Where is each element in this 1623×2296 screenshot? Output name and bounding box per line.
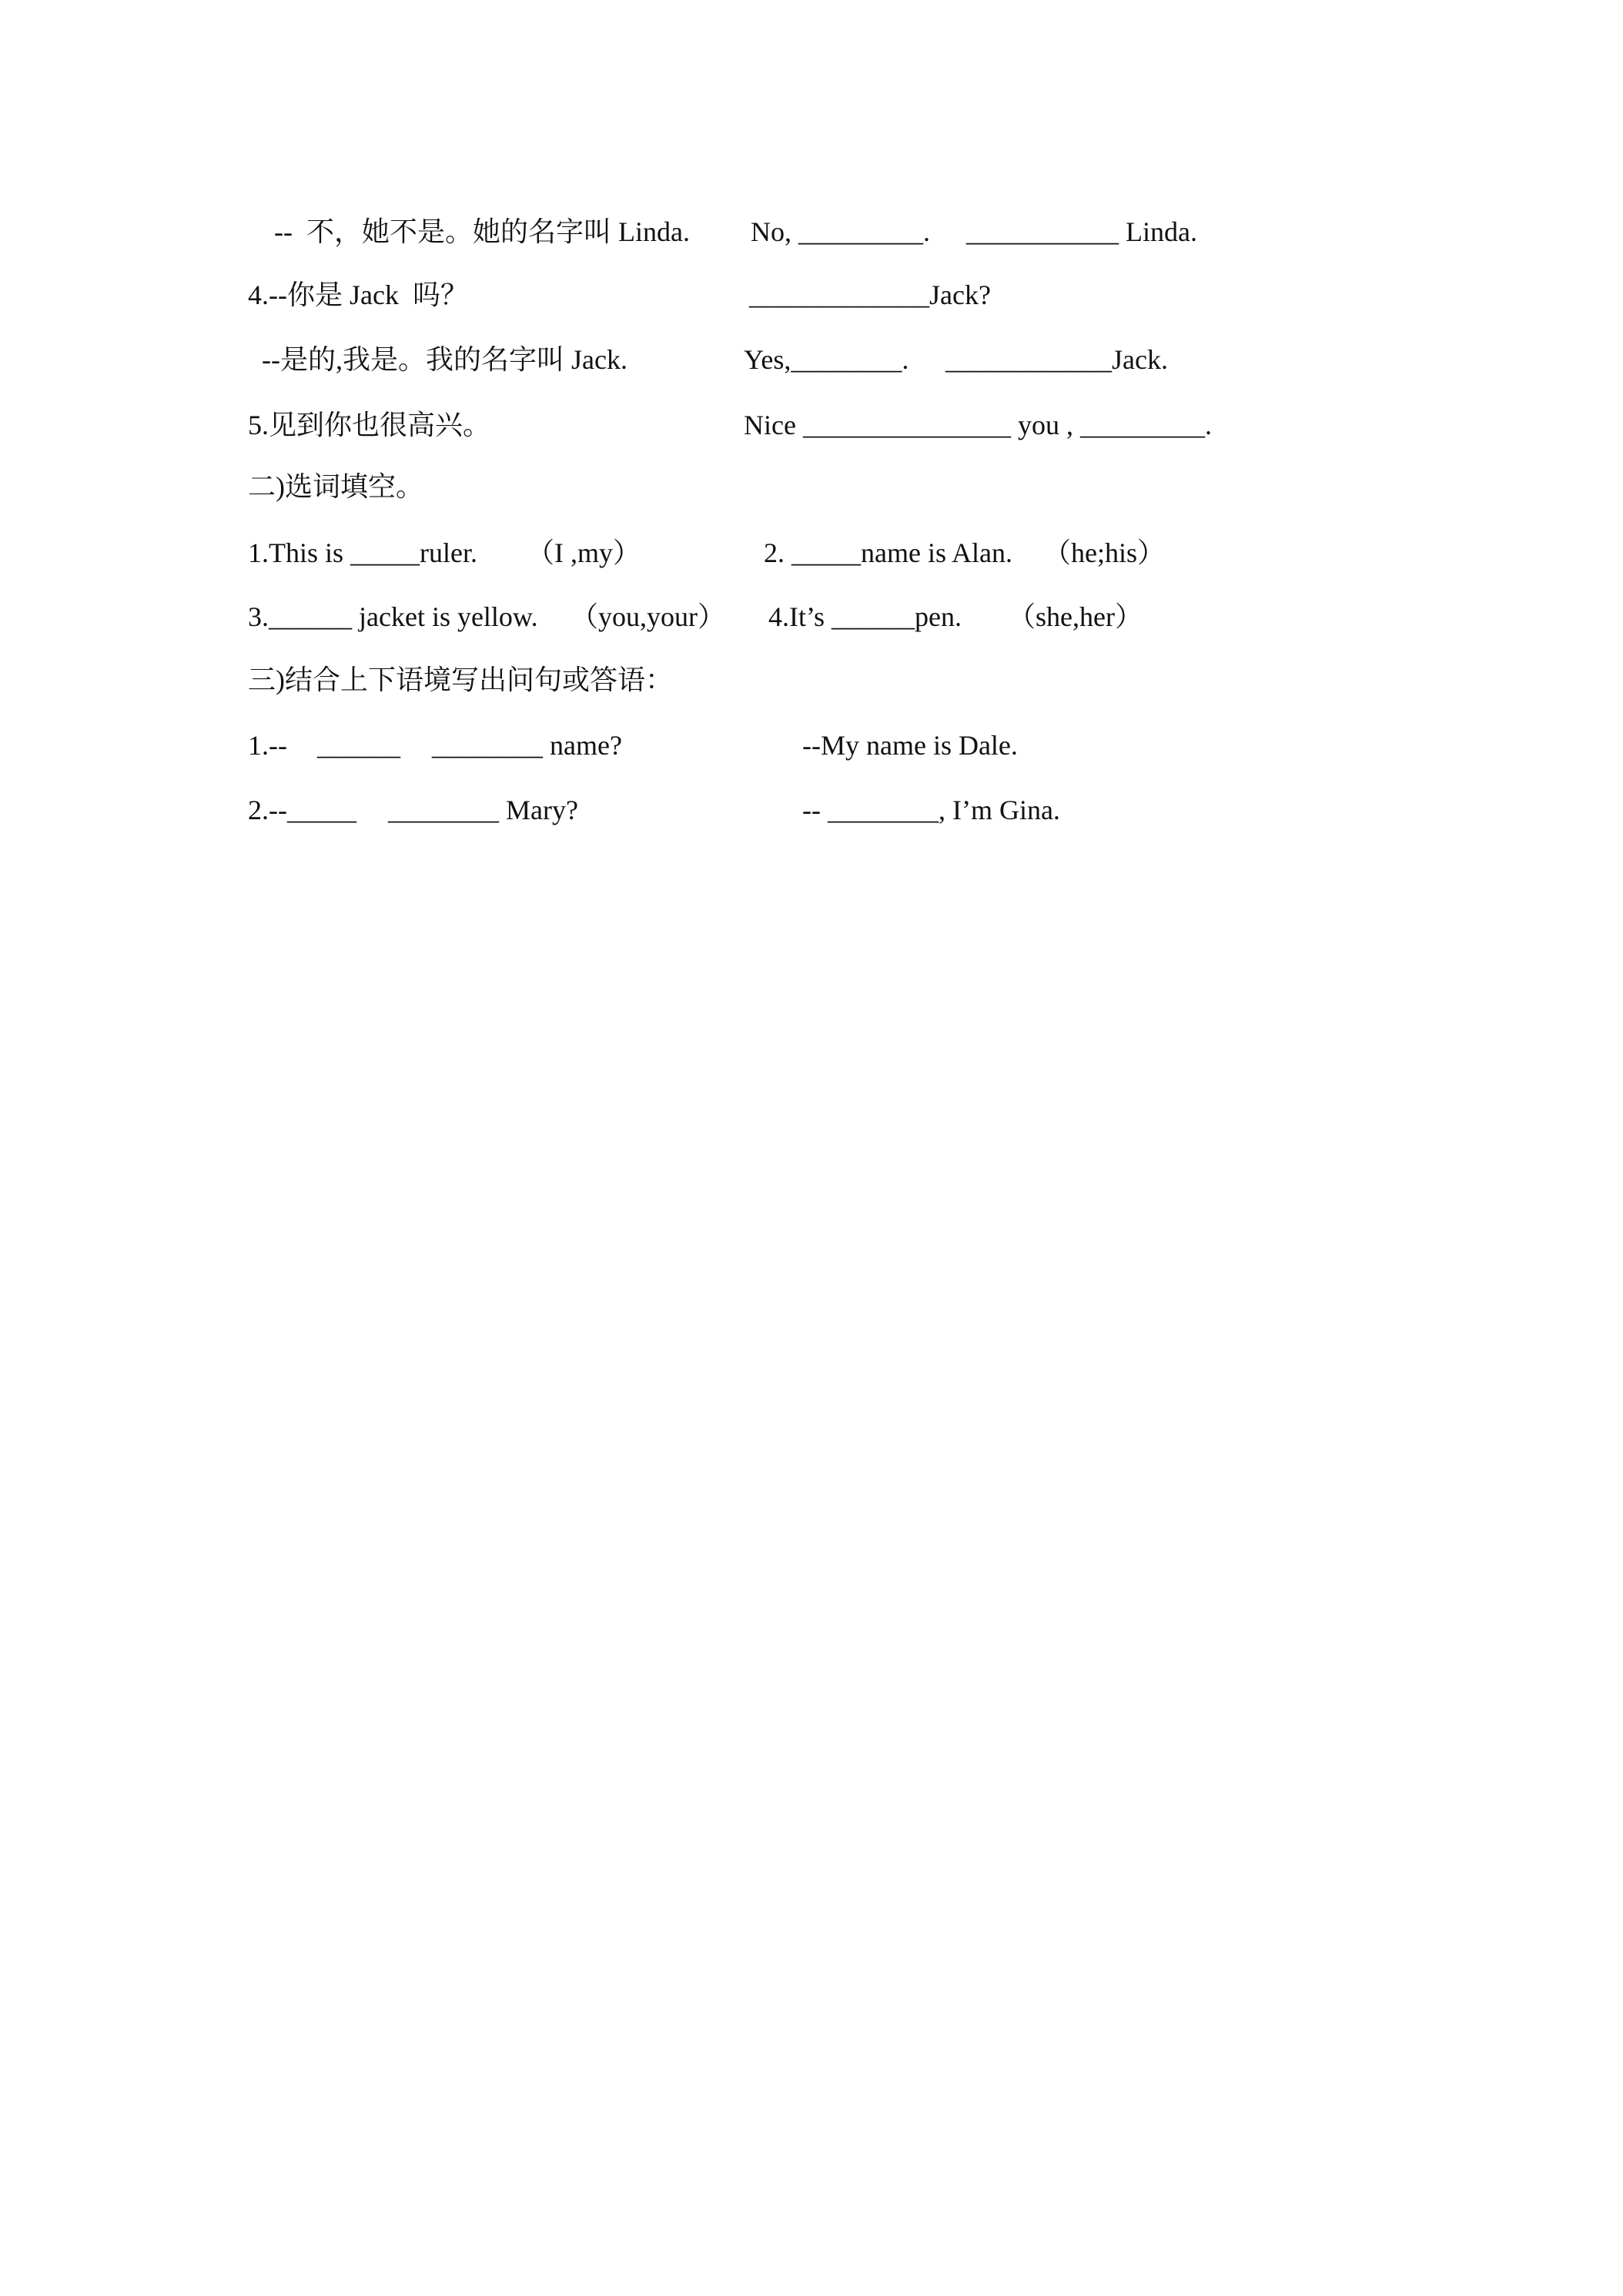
section-heading: 二)选词填空。 [248,471,423,502]
translation-prompt: -- 不，她不是。她的名字叫 Linda. [274,216,690,247]
translation-answer: No, _________. [751,216,930,247]
translation-prompt: 4.--你是 Jack 吗？ [248,279,468,310]
fill-in-sentence: 1.This is _____ruler. [248,537,477,568]
translation-answer: ___________ Linda. [966,216,1197,247]
translation-prompt: 5.见到你也很高兴。 [248,410,491,440]
word-options: （I ,my） [527,537,641,568]
question-part: ________ Mary? [388,795,578,825]
question-part: 2.--_____ [248,795,356,825]
answer-line: -- ________, I’m Gina. [802,795,1060,825]
fill-in-sentence: 3.______ jacket is yellow. [248,601,538,632]
translation-answer: _____________Jack? [749,279,991,310]
question-part: ________ name? [432,730,622,761]
word-options: （you,your） [571,601,725,632]
question-part: 1.-- [248,730,287,761]
fill-in-sentence: 4.It’s ______pen. [768,601,962,632]
answer-line: --My name is Dale. [802,730,1018,761]
section-heading: 三)结合上下语境写出问句或答语： [248,664,673,695]
translation-prompt: --是的,我是。我的名字叫 Jack. [262,344,627,375]
translation-answer: ____________Jack. [945,344,1168,375]
translation-answer: Yes,________. [744,344,909,375]
translation-answer: Nice _______________ you , _________. [744,410,1212,440]
fill-in-sentence: 2. _____name is Alan. [764,537,1012,568]
question-part: ______ [317,730,400,761]
word-options: （she,her） [1008,601,1143,632]
word-options: （he;his） [1043,537,1165,568]
